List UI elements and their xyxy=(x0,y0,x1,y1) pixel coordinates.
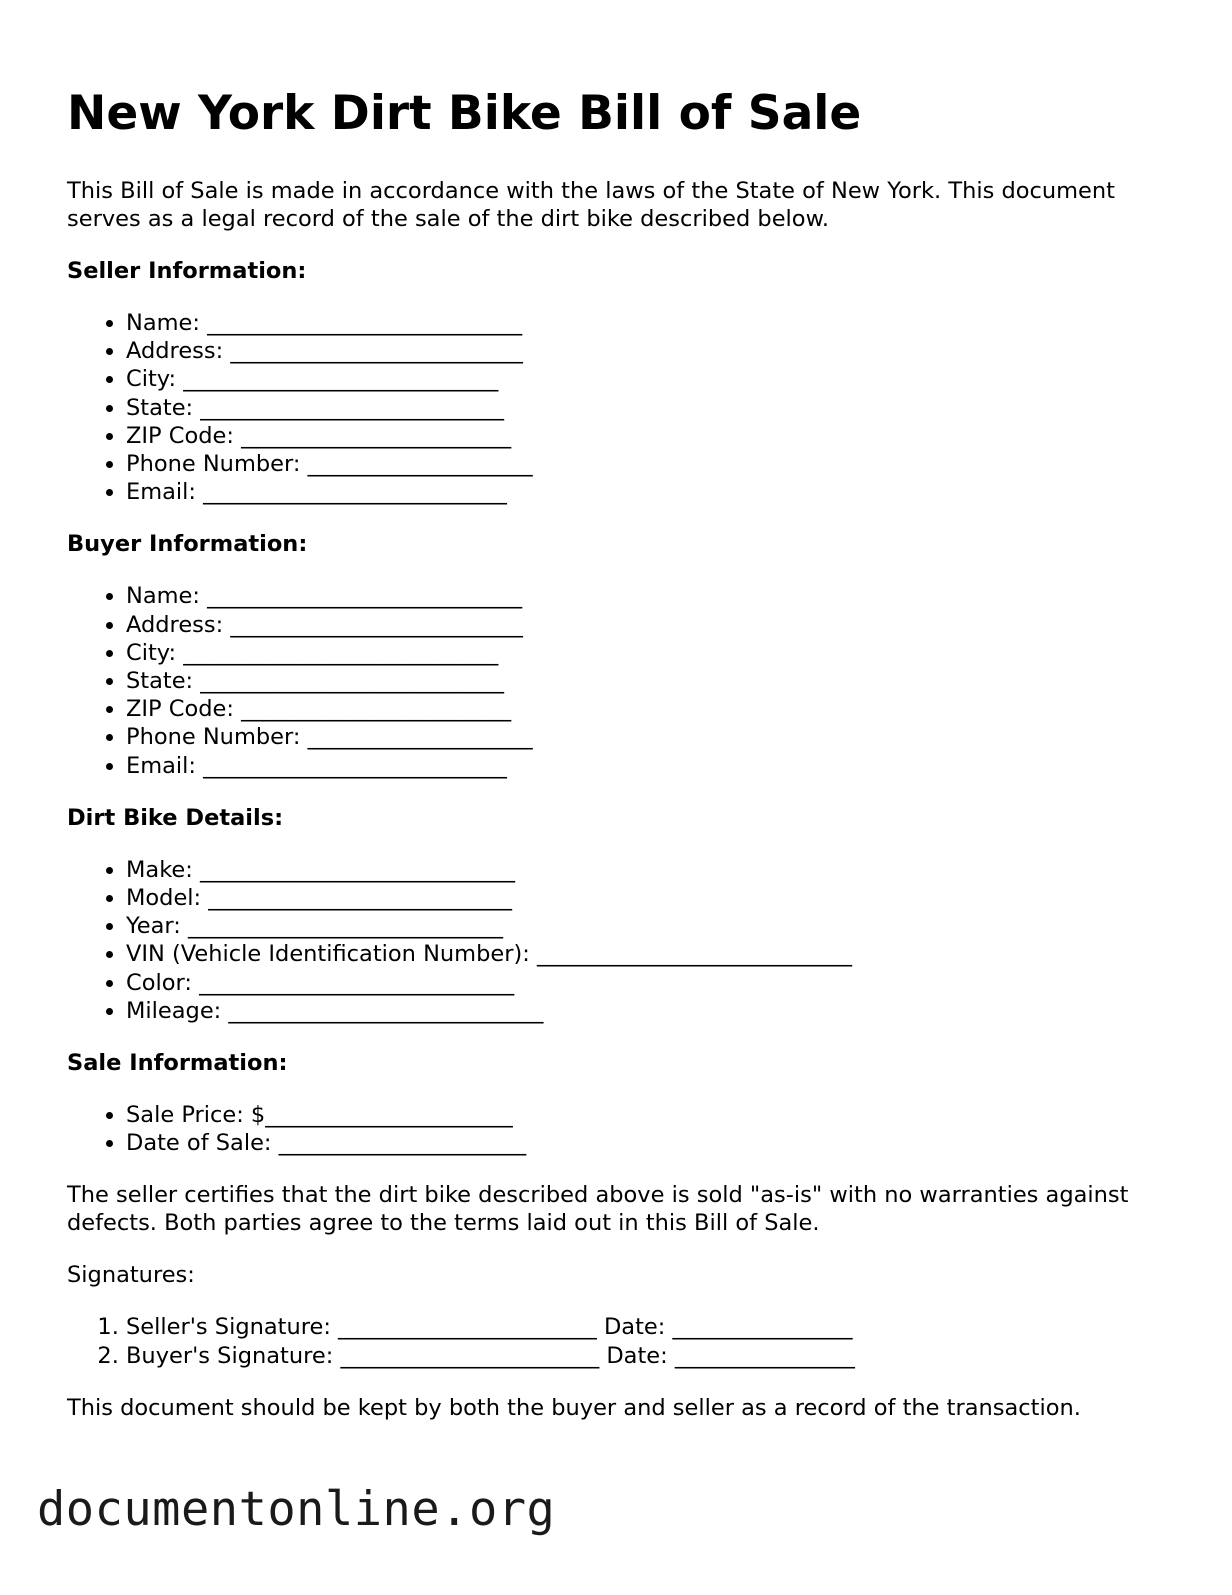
signatures-label: Signatures: xyxy=(67,1262,195,1289)
sale-section-heading: Sale Information: xyxy=(67,1050,288,1077)
seller-email-field: • Email: ___________________________ xyxy=(126,478,1177,506)
bike-section-heading: Dirt Bike Details: xyxy=(67,804,284,831)
buyer-email-field: • Email: ___________________________ xyxy=(126,752,1177,780)
certification-paragraph: The seller certifies that the dirt bike described above is sold "as-is" with no warranties against defects. Both parties agree to the terms laid out in this Bill of Sale. xyxy=(67,1182,1129,1237)
seller-name-field: • Name: ____________________________ xyxy=(126,309,1177,337)
signatures-list xyxy=(67,1313,1177,1369)
seller-address-field: • Address: __________________________ xyxy=(126,337,1177,365)
intro-paragraph: This Bill of Sale is made in accordance with the laws of the State of New York. This document serves as a legal record of the sale of the dirt bike described below. xyxy=(67,178,1115,232)
seller-signature-line: 1. Seller's Signature: _______________________ Date: ________________ xyxy=(126,1313,1177,1341)
bike-mileage-field: • Mileage: ____________________________ xyxy=(126,997,1177,1025)
sale-date-field: • Date of Sale: ______________________ xyxy=(126,1129,1177,1157)
bike-model-field: • Model: ___________________________ xyxy=(126,884,1177,912)
seller-state-field: • State: ___________________________ xyxy=(126,394,1177,422)
bike-make-field: • Make: ____________________________ xyxy=(126,856,1177,884)
seller-phone-field: • Phone Number: ____________________ xyxy=(126,450,1177,478)
bike-vin-field: • VIN (Vehicle Identification Number): ____________________________ xyxy=(126,940,1177,968)
buyer-address-field: • Address: __________________________ xyxy=(126,611,1177,639)
sale-price-field: • Sale Price: $______________________ xyxy=(126,1101,1177,1129)
buyer-name-field: • Name: ____________________________ xyxy=(126,582,1177,610)
bike-color-field: • Color: ____________________________ xyxy=(126,969,1177,997)
page-title: New York Dirt Bike Bill of Sale xyxy=(67,86,862,141)
buyer-fields-list xyxy=(67,582,1177,779)
buyer-phone-field: • Phone Number: ____________________ xyxy=(126,723,1177,751)
buyer-state-field: • State: ___________________________ xyxy=(126,667,1177,695)
seller-city-field: • City: ____________________________ xyxy=(126,365,1177,393)
seller-section-heading: Seller Information: xyxy=(67,258,307,284)
buyer-zip-field: • ZIP Code: ________________________ xyxy=(126,695,1177,723)
bike-fields-list xyxy=(67,856,1177,1025)
buyer-city-field: • City: ____________________________ xyxy=(126,639,1177,667)
sale-fields-list xyxy=(67,1101,1177,1157)
bike-year-field: • Year: ____________________________ xyxy=(126,912,1177,940)
buyer-section-heading: Buyer Information: xyxy=(67,531,308,558)
site-watermark: documentonline.org xyxy=(37,1482,556,1537)
seller-zip-field: • ZIP Code: ________________________ xyxy=(126,422,1177,450)
closing-paragraph: This document should be kept by both the buyer and seller as a record of the transaction. xyxy=(67,1394,1081,1421)
seller-fields-list xyxy=(67,309,1177,506)
document-page xyxy=(67,84,1177,1446)
buyer-signature-line: 2. Buyer's Signature: _______________________ Date: ________________ xyxy=(126,1342,1177,1370)
